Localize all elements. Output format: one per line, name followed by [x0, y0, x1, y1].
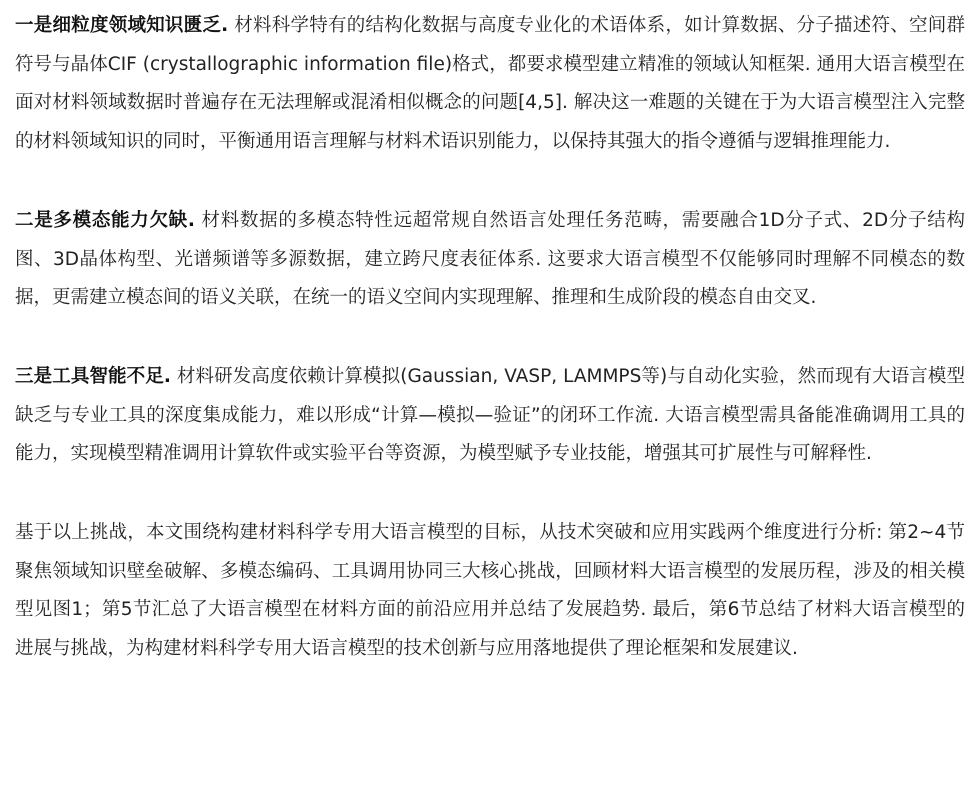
- paragraph-lead: 二是多模态能力欠缺.: [15, 209, 195, 231]
- paragraph-fine-grained-knowledge: [15, 7, 965, 162]
- paragraph-text: 材料研发高度依赖计算模拟(Gaussian, VASP, LAMMPS等)与自动化实验，然而现有大语言模型缺乏与专业工具的深度集成能力，难以形成“计算—模拟—验证”的闭环工作流. 大语言模型需具备能准确调用工具的能力，实现模型精准调用计算软件或实验平台等资源，为模型赋予专业技能，增强其可扩展性与可解释性.: [15, 365, 966, 465]
- paragraph-text: 材料数据的多模态特性远超常规自然语言处理任务范畴，需要融合1D分子式、2D分子结构图、3D晶体构型、光谱频谱等多源数据，建立跨尺度表征体系. 这要求大语言模型不仅能够同时理解不同模态的数据，更需建立模态间的语义关联，在统一的语义空间内实现理解、推理和生成阶段的模态自由交叉.: [15, 209, 966, 309]
- paragraph-outline: [15, 514, 965, 669]
- paragraph-tool-intelligence: [15, 358, 965, 474]
- paragraph-lead: 一是细粒度领域知识匮乏.: [15, 15, 229, 36]
- paragraph-lead: 三是工具智能不足.: [15, 365, 171, 387]
- paragraph-text: 材料科学特有的结构化数据与高度专业化的术语体系，如计算数据、分子描述符、空间群符号与晶体CIF (crystallographic information file)格式，都要求模型建立精准的领域认知框架. 通用大语言模型在面对材料领域数据时普遍存在无法理解或混淆相似概念的问题[4,5]. 解决这一难题的关键在于为大语言模型注入完整的材料领域知识的同时，平衡通用语言理解与材料术语识别能力，以保持其强大的指令遵循与逻辑推理能力.: [15, 15, 965, 153]
- document-body: [15, 7, 965, 669]
- paragraph-multimodal: [15, 202, 965, 318]
- paragraph-text: 基于以上挑战，本文围绕构建材料科学专用大语言模型的目标，从技术突破和应用实践两个维度进行分析: 第2~4节聚焦领域知识壁垒破解、多模态编码、工具调用协同三大核心挑战，回顾材料大语言模型的发展历程，涉及的相关模型见图1；第5节汇总了大语言模型在材料方面的前沿应用并总结了发展趋势. 最后，第6节总结了材料大语言模型的进展与挑战，为构建材料科学专用大语言模型的技术创新与应用落地提供了理论框架和发展建议.: [15, 522, 965, 660]
